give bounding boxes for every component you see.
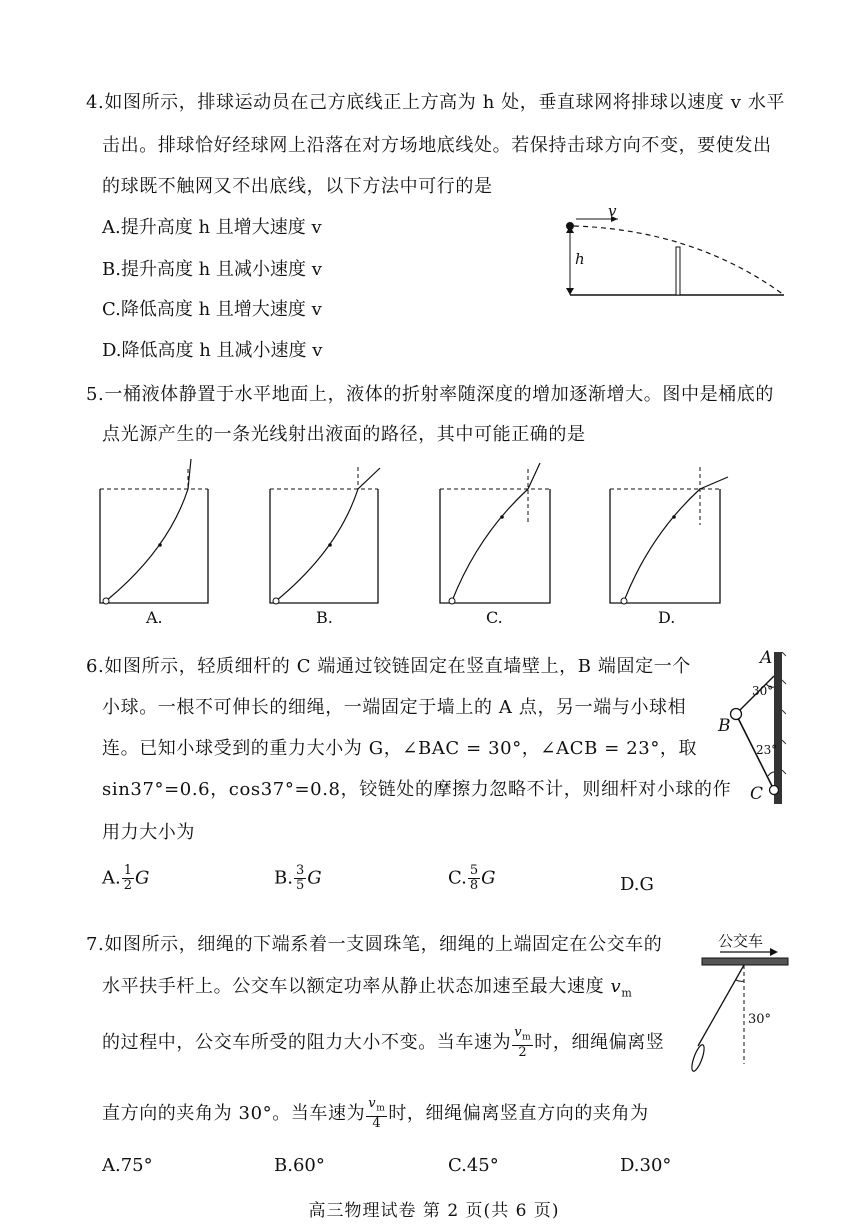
q6-stem-line2: 小球。一根不可伸长的细绳，一端固定于墙上的 A 点，另一端与小球相 [102,697,687,718]
q6-option-c-prefix: C. [448,867,467,889]
q6-option-a [102,864,149,893]
q6-stem-line1: 6.如图所示，轻质细杆的 C 端通过铰链固定在竖直墙壁上，B 端固定一个 [86,656,691,677]
q5-figure-d [608,455,748,605]
q7-stem-line2 [102,972,632,1000]
q6-fig-angle-23: 23° [756,743,778,757]
q5-stem-line1: 5.一桶液体静置于水平地面上，液体的折射率随深度的增加逐渐增大。图中是桶底的 [86,384,774,405]
q6-option-b-den: 5 [295,878,305,893]
q4-option-d: D.降低高度 h 且减小速度 v [102,340,323,361]
q6-fig-angle-30: 30° [752,684,774,698]
q4-stem-line3: 的球既不触网又不出底线，以下方法中可行的是 [102,176,493,197]
q7-line3-num-v: v [514,1025,523,1040]
q6-option-b-num: 3 [295,863,305,878]
q4-stem-line2: 击出。排球恰好经球网上沿落在对方场地底线处。若保持击球方向不变，要使发出 [102,135,772,156]
q6-option-c-num: 5 [469,863,479,878]
q4-option-c: C.降低高度 h 且增大速度 v [102,299,322,320]
q6-rod-rope-figure [724,650,804,810]
q5-figure-c [438,455,568,605]
q7-line4-fraction [366,1097,387,1131]
q7-line3-fraction [512,1026,533,1060]
q5-label-b: B. [316,608,333,627]
q4-fig-v-label: v [608,202,617,220]
q7-option-a: A.75° [102,1155,153,1176]
q6-option-b-fraction [294,864,306,893]
q7-fig-angle-30: 30° [748,1012,772,1027]
q5-stem-line2: 点光源产生的一条光线射出液面的路径，其中可能正确的是 [102,424,586,445]
q6-option-c-den: 8 [469,878,479,893]
q6-option-a-den: 2 [123,878,133,893]
q7-fig-bus-label: 公交车 [718,932,764,950]
q7-stem-line1: 7.如图所示，细绳的下端系着一支圆珠笔，细绳的上端固定在公交车的 [86,934,663,955]
q6-stem-line5: 用力大小为 [102,822,195,843]
q7-stem-line3 [102,1026,665,1060]
q4-option-a: A.提升高度 h 且增大速度 v [102,217,322,238]
q5-figure-a [98,455,218,605]
q6-option-d: D.G [620,874,654,895]
q6-option-b-suffix: G [307,867,322,889]
q7-stem-line4 [102,1097,649,1131]
q7-option-c: C.45° [448,1155,499,1176]
q6-option-a-fraction [122,864,134,893]
q6-option-a-prefix: A. [102,867,121,889]
q7-line3-fraction-num [512,1026,533,1046]
q7-stem-line2-text: 水平扶手杆上。公交车以额定功率从静止状态加速至最大速度 [102,976,611,997]
q6-fig-label-a: A [760,648,773,668]
q5-label-c: C. [486,608,503,627]
q6-stem-line4: sin37°=0.6，cos37°=0.8，铰链处的摩擦力忽略不计，则细杆对小球的作 [102,779,732,800]
q7-line4-num-v: v [368,1096,377,1111]
q6-option-c [448,864,496,893]
q5-figure-b [268,455,408,605]
q6-option-a-num: 1 [123,863,133,878]
q6-option-a-suffix: G [135,867,150,889]
q7-line4-den: 4 [372,1115,382,1131]
q6-option-c-fraction [468,864,480,893]
q6-fig-label-c: C [750,784,764,804]
q6-option-b [274,864,322,893]
q7-vm-subscript: m [621,986,633,1000]
q4-volleyball-figure [560,205,790,305]
q5-label-a: A. [146,608,163,627]
q7-stem-line3-text-b: 时，细绳偏离竖 [534,1031,665,1053]
q7-line4-fraction-num [366,1097,387,1117]
q7-stem-line3-text-a: 的过程中，公交车所受的阻力大小不变。当车速为 [102,1031,512,1053]
q7-option-b: B.60° [274,1155,325,1176]
q4-fig-h-label: h [575,250,585,268]
q6-option-b-prefix: B. [274,867,293,889]
q7-line3-num-sub: m [522,1032,532,1043]
q7-line3-den: 2 [518,1044,528,1060]
q6-option-c-suffix: G [481,867,496,889]
q7-bus-pendulum-figure [698,930,798,1080]
q7-vm-symbol: v [610,976,622,997]
q7-line4-num-sub: m [376,1103,386,1114]
q7-option-d: D.30° [620,1155,672,1176]
q5-label-d: D. [658,608,676,627]
page-footer: 高三物理试卷 第 2 页(共 6 页) [308,1201,560,1221]
q6-stem-line3: 连。已知小球受到的重力大小为 G，∠BAC = 30°，∠ACB = 23°，取 [102,738,698,759]
q7-stem-line4-text-b: 时，细绳偏离竖直方向的夹角为 [388,1102,649,1124]
q7-stem-line4-text-a: 直方向的夹角为 30°。当车速为 [102,1102,366,1124]
q6-fig-label-b: B [718,716,731,736]
q4-stem-line1: 4.如图所示，排球运动员在己方底线正上方高为 h 处，垂直球网将排球以速度 v 水平 [86,92,786,113]
q4-option-b: B.提升高度 h 且减小速度 v [102,259,322,280]
